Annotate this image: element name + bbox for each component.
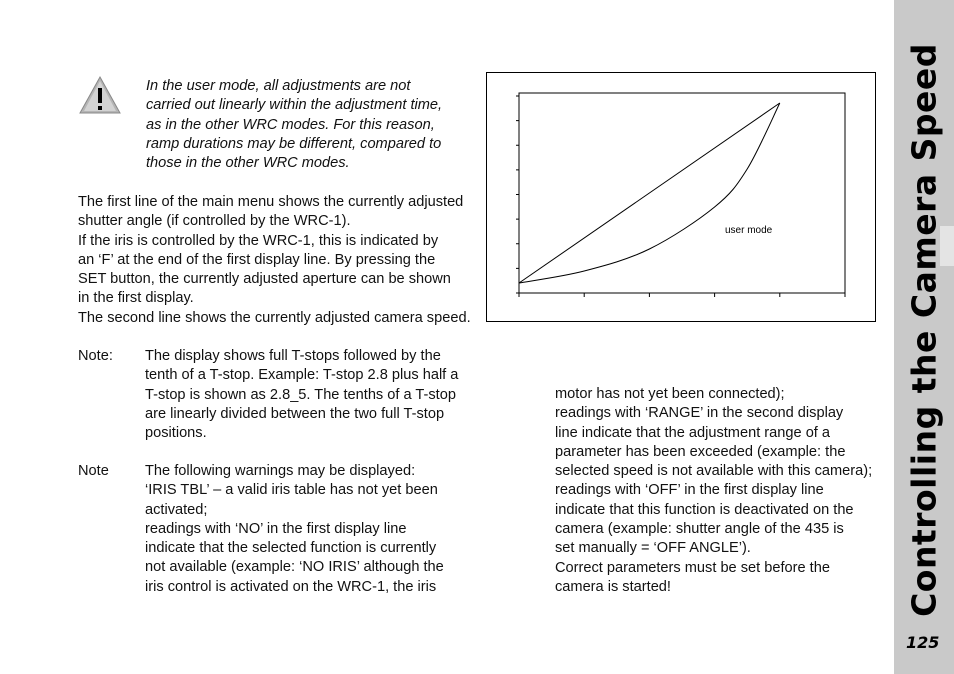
note-line: The display shows full T-stops followed by the (145, 348, 441, 364)
body-line: camera is started! (555, 578, 671, 595)
body-line: readings with ‘RANGE’ in the second display (555, 405, 844, 422)
body-line: shutter angle (if controlled by the WRC-1). (78, 213, 351, 230)
body-line: The first line of the main menu shows the currently adjusted (78, 194, 464, 210)
body-line: selected speed is not available with this camera); (555, 463, 873, 480)
note-line: T-stop is shown as 2.8_5. The tenths of a T-stop (145, 386, 456, 403)
note-label: Note (78, 463, 109, 479)
note-line: activated; (145, 501, 208, 518)
warning-line: as in the other WRC modes. For this reason, (146, 116, 435, 133)
note-line: not available (example: ‘NO IRIS’ although the (145, 559, 444, 576)
warning-triangle-icon (78, 75, 122, 115)
body-line: camera (example: shutter angle of the 435 is (555, 521, 844, 538)
linear-ramp-line (519, 103, 780, 283)
section-title: Controlling the Camera Speed (904, 43, 944, 617)
warning-line: ramp durations may be different, compared to (146, 135, 442, 152)
note-line: The following warnings may be displayed: (145, 463, 416, 479)
user-mode-warning (146, 77, 476, 173)
body-line: parameter has been exceeded (example: the (555, 443, 846, 460)
main-menu-description (78, 193, 478, 328)
body-line: set manually = ‘OFF ANGLE’). (555, 540, 751, 557)
note-line: positions. (145, 425, 207, 442)
body-line: If the iris is controlled by the WRC-1, this is indicated by (78, 232, 439, 249)
body-line: The second line shows the currently adjusted camera speed. (78, 309, 471, 326)
note-line: are linearly divided between the two full T-stop (145, 405, 445, 422)
note-label: Note: (78, 348, 113, 364)
warning-line: those in the other WRC modes. (146, 155, 350, 172)
page-number: 125 (906, 633, 940, 652)
warning-line: In the user mode, all adjustments are not (146, 78, 411, 94)
warnings-continued (555, 385, 885, 597)
note-line: iris control is activated on the WRC-1, the iris (145, 578, 437, 595)
body-line: line indicate that the adjustment range of a (555, 424, 831, 441)
warning-line: carried out linearly within the adjustment time, (146, 97, 443, 114)
body-line: an ‘F’ at the end of the first display line. By pressing the (78, 251, 436, 268)
note-line: readings with ‘NO’ in the first display line (145, 520, 407, 537)
x-ticks (519, 293, 845, 297)
body-line: indicate that this function is deactivated on the (555, 501, 854, 518)
note-line: indicate that the selected function is currently (145, 540, 437, 557)
body-line: readings with ‘OFF’ in the first display line (555, 482, 824, 499)
note-body (145, 462, 475, 597)
user-mode-label: user mode (725, 225, 773, 236)
body-line: motor has not yet been connected); (555, 386, 785, 402)
plot-area (519, 93, 845, 293)
user-mode-ramp-chart (486, 72, 876, 322)
body-line: Correct parameters must be set before the (555, 559, 830, 576)
body-line: in the first display. (78, 290, 194, 307)
note-line: tenth of a T-stop. Example: T-stop 2.8 plus half a (145, 367, 459, 384)
note-body (145, 347, 475, 443)
body-line: SET button, the currently adjusted aperture can be shown (78, 271, 451, 288)
note-line: ‘IRIS TBL’ – a valid iris table has not yet been (145, 482, 438, 499)
